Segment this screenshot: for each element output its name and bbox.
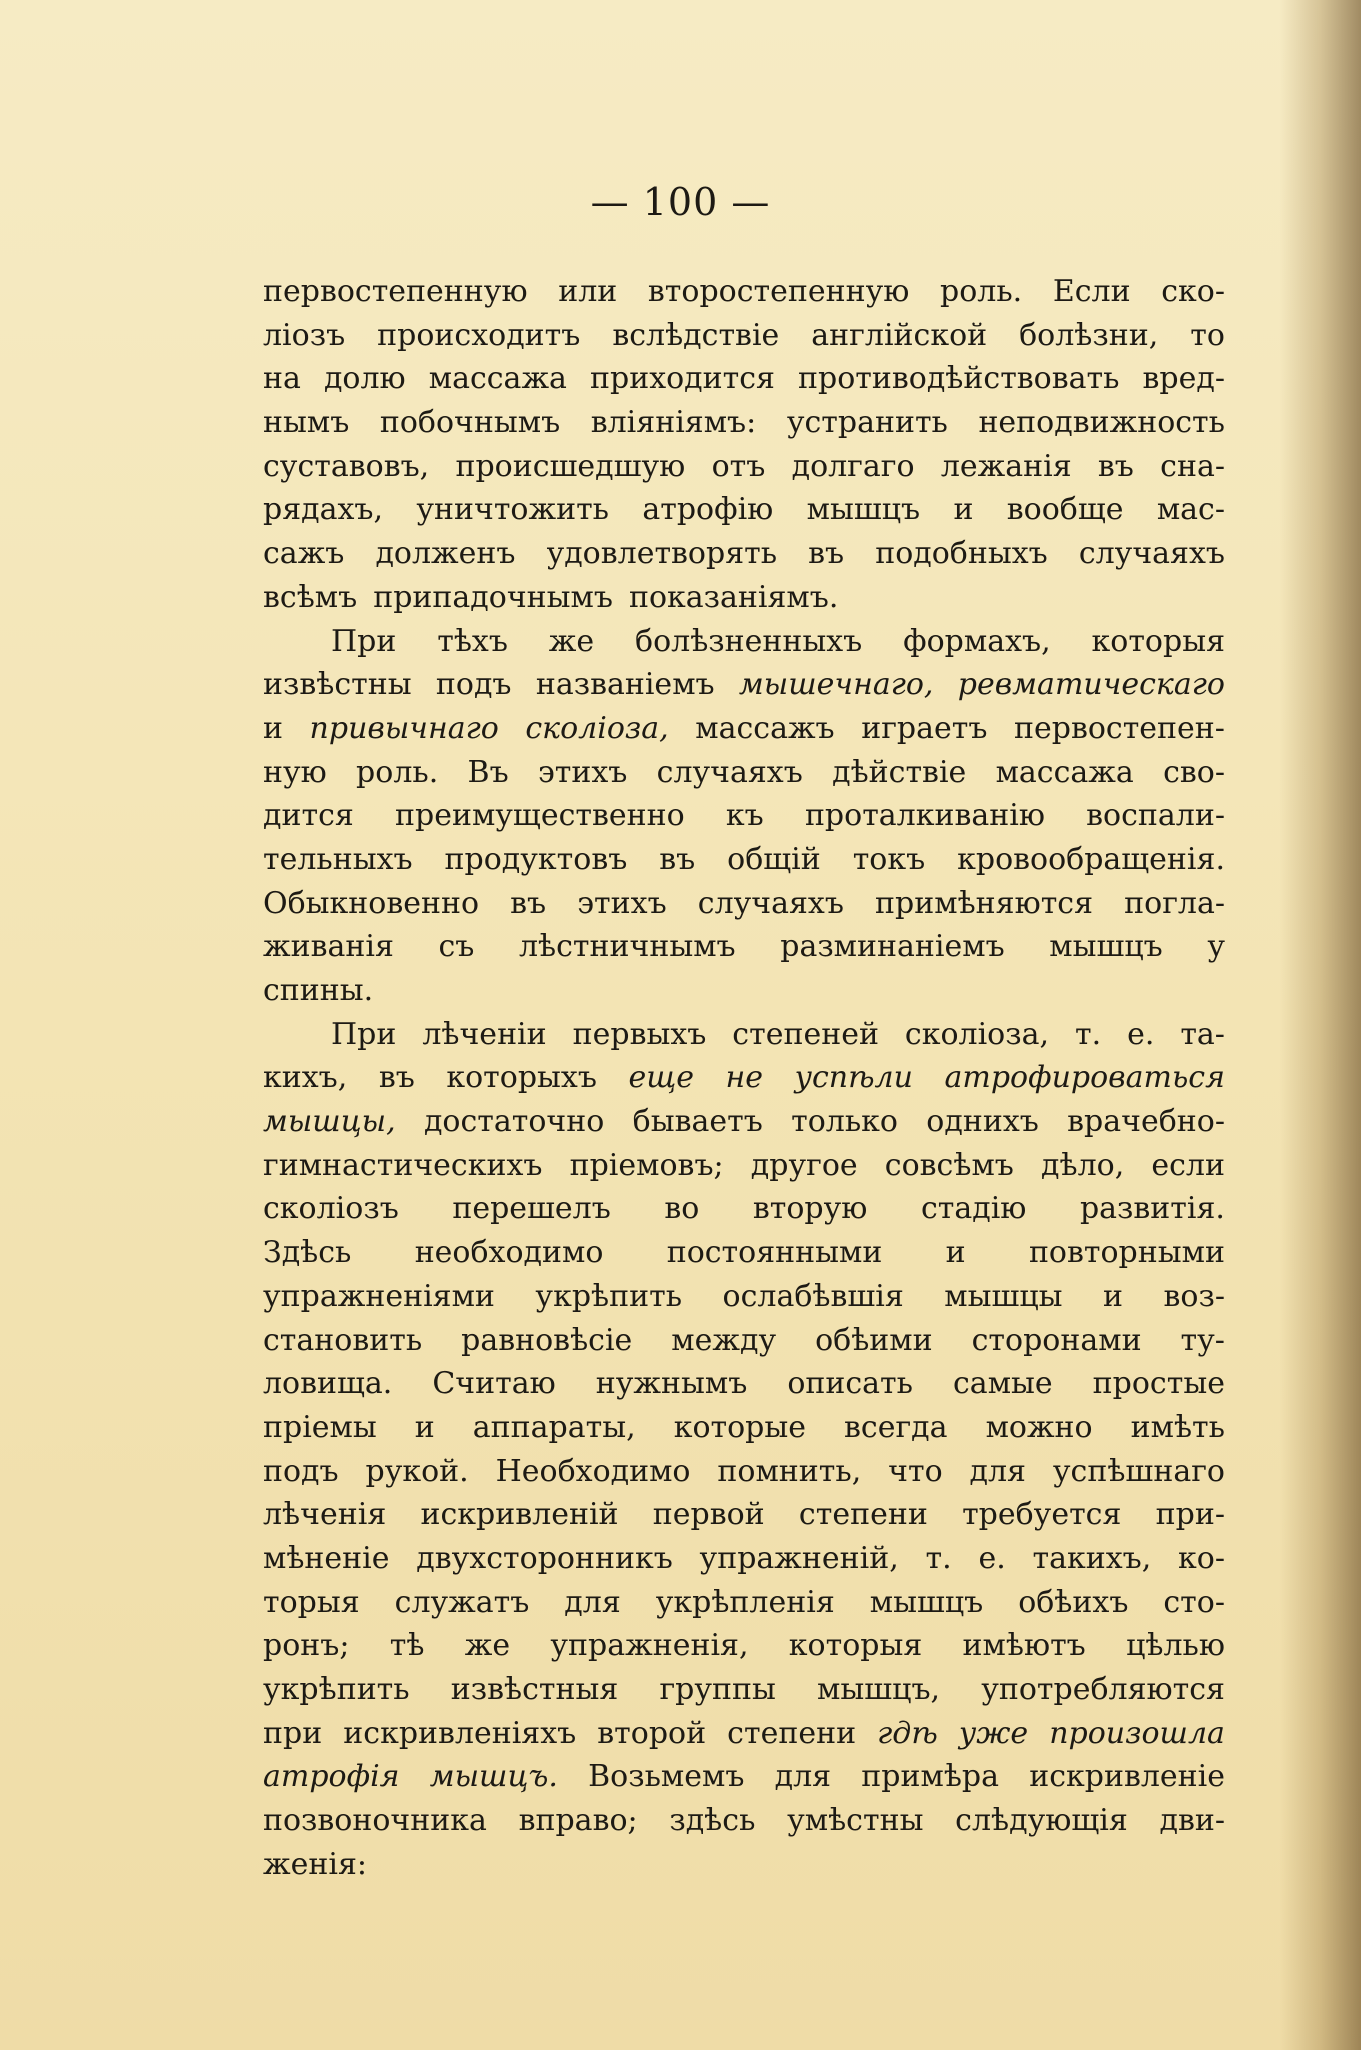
word: удовлетворять bbox=[546, 536, 778, 572]
word: при- bbox=[1155, 1497, 1225, 1533]
word: употребляются bbox=[981, 1672, 1225, 1707]
word: мѣненіе bbox=[263, 1540, 390, 1576]
word: нужнымъ bbox=[595, 1366, 748, 1402]
word: е. bbox=[978, 1540, 1006, 1576]
word: уничтожить bbox=[416, 492, 610, 528]
word: болѣзни, bbox=[1019, 317, 1159, 353]
word: упражненіями bbox=[263, 1278, 495, 1314]
word: или bbox=[558, 274, 618, 309]
word: вслѣдствіе bbox=[612, 317, 780, 353]
word: сколіозъ bbox=[263, 1191, 399, 1227]
word: степени bbox=[798, 1497, 928, 1533]
word: сна- bbox=[1160, 448, 1225, 484]
word: Необходимо bbox=[495, 1453, 691, 1489]
text-line bbox=[263, 1537, 1225, 1581]
word: требуется bbox=[962, 1497, 1122, 1533]
text-line bbox=[263, 445, 1225, 489]
word: При bbox=[331, 623, 397, 659]
word: самые bbox=[953, 1366, 1053, 1402]
word: и bbox=[945, 1235, 966, 1271]
word: степеней bbox=[732, 1016, 879, 1052]
word: укрѣпленія bbox=[655, 1584, 835, 1620]
word: въ bbox=[659, 841, 696, 877]
word: искривленіяхъ bbox=[343, 1715, 577, 1751]
word: дится bbox=[263, 798, 354, 834]
word: нымъ bbox=[263, 405, 350, 441]
word: имѣютъ bbox=[962, 1628, 1086, 1664]
word: всегда bbox=[844, 1409, 948, 1445]
text-line bbox=[263, 794, 1225, 838]
word: долгаго bbox=[791, 448, 915, 484]
word: и bbox=[263, 710, 283, 746]
word: для bbox=[969, 1453, 1026, 1489]
word: повторными bbox=[1028, 1235, 1225, 1271]
word: подъ bbox=[263, 1453, 339, 1489]
word: что bbox=[888, 1453, 943, 1489]
text-line bbox=[263, 663, 1225, 707]
word: только bbox=[791, 1104, 898, 1140]
word: лежанія bbox=[940, 448, 1072, 484]
word: можно bbox=[985, 1409, 1093, 1445]
word: обѣими bbox=[815, 1322, 933, 1358]
word: дѣйствіе bbox=[832, 754, 967, 790]
word: достаточно bbox=[423, 1104, 605, 1140]
word: вторую bbox=[752, 1191, 868, 1227]
text-line bbox=[263, 1450, 1225, 1494]
word: разминаніемъ bbox=[780, 929, 1005, 965]
word: которыя bbox=[788, 1628, 923, 1664]
text-line bbox=[263, 1843, 1225, 1887]
word: проталкиванію bbox=[804, 798, 1045, 834]
word: которые bbox=[673, 1409, 806, 1445]
word: искривленій bbox=[420, 1497, 619, 1533]
text-line bbox=[263, 838, 1225, 882]
body-text bbox=[263, 270, 1225, 1886]
word: приходится bbox=[590, 361, 775, 397]
word: описать bbox=[787, 1366, 913, 1402]
text-line bbox=[263, 1362, 1225, 1406]
word: вообще bbox=[1006, 492, 1124, 528]
word: происходитъ bbox=[377, 317, 581, 353]
word: слѣдующія bbox=[955, 1803, 1128, 1839]
text-line bbox=[263, 620, 1225, 664]
word: англійской bbox=[811, 317, 988, 353]
text-line bbox=[263, 1581, 1225, 1625]
word: обѣихъ bbox=[1018, 1584, 1129, 1620]
word: мышцъ bbox=[806, 492, 921, 528]
word: врачебно- bbox=[1067, 1104, 1225, 1140]
word: такихъ, bbox=[1032, 1540, 1152, 1576]
word: Здѣсь bbox=[263, 1235, 352, 1271]
word: искривленіе bbox=[1029, 1759, 1225, 1795]
word: вправо; bbox=[518, 1803, 638, 1839]
word: ко- bbox=[1178, 1540, 1225, 1576]
page-number: — 100 — bbox=[590, 180, 771, 224]
word: бываетъ bbox=[632, 1104, 763, 1140]
word: сто- bbox=[1163, 1584, 1225, 1620]
word: общій bbox=[727, 841, 821, 877]
word: успѣли bbox=[794, 1060, 913, 1096]
text-line bbox=[263, 1231, 1225, 1275]
word: атрофію bbox=[642, 492, 774, 528]
word: показаніямъ. bbox=[628, 579, 839, 615]
word: необходимо bbox=[414, 1235, 604, 1271]
text-line bbox=[263, 1275, 1225, 1319]
text-line bbox=[263, 357, 1225, 401]
text-line bbox=[263, 1668, 1225, 1712]
word: устранить bbox=[786, 405, 948, 441]
word: у bbox=[1207, 929, 1225, 965]
word: подобныхъ bbox=[875, 536, 1048, 572]
word: и bbox=[953, 492, 974, 528]
word: ную bbox=[263, 754, 327, 790]
word: долю bbox=[323, 361, 406, 397]
text-line bbox=[263, 751, 1225, 795]
word: кихъ, bbox=[263, 1060, 348, 1096]
word: тѣхъ bbox=[437, 623, 508, 659]
word: къ bbox=[725, 798, 764, 834]
word: двухсторонникъ bbox=[416, 1540, 673, 1576]
word: преимущественно bbox=[395, 798, 685, 834]
word: позвоночника bbox=[263, 1803, 487, 1839]
word: названіемъ bbox=[535, 667, 715, 703]
word: аппараты, bbox=[472, 1409, 636, 1445]
word: продуктовъ bbox=[444, 841, 628, 877]
word: ревматическаго bbox=[957, 667, 1225, 703]
word: При bbox=[331, 1016, 397, 1052]
word: воз- bbox=[1163, 1278, 1225, 1314]
text-line bbox=[263, 1144, 1225, 1188]
word: сво- bbox=[1163, 754, 1225, 790]
word: для bbox=[564, 1584, 621, 1620]
word: случаяхъ bbox=[656, 754, 803, 790]
word: воспали- bbox=[1086, 798, 1225, 834]
word: съ bbox=[438, 929, 475, 965]
word: въ bbox=[510, 885, 547, 921]
word: женія: bbox=[263, 1846, 367, 1882]
word: пріемы bbox=[263, 1409, 377, 1445]
word: мышечнаго, bbox=[738, 667, 934, 703]
word: и bbox=[1103, 1278, 1124, 1314]
word: же bbox=[548, 623, 595, 659]
word: Обыкновенно bbox=[263, 885, 480, 921]
text-line bbox=[263, 401, 1225, 445]
word: торыя bbox=[263, 1584, 360, 1620]
word: становить bbox=[263, 1322, 423, 1358]
word: успѣшнаго bbox=[1052, 1453, 1225, 1489]
word: мышцъ bbox=[1049, 929, 1163, 965]
word: имѣть bbox=[1130, 1409, 1225, 1445]
word: первостепенную bbox=[263, 274, 528, 309]
word: мышцъ bbox=[869, 1584, 984, 1620]
word: произошла bbox=[1049, 1715, 1225, 1751]
text-line bbox=[263, 969, 1225, 1013]
word: долженъ bbox=[375, 536, 516, 572]
word: та- bbox=[1180, 1016, 1225, 1052]
word: умѣстны bbox=[787, 1803, 924, 1839]
word: привычнаго bbox=[309, 710, 499, 746]
text-line bbox=[263, 1712, 1225, 1756]
text-line bbox=[263, 882, 1225, 926]
word: дви- bbox=[1159, 1803, 1225, 1839]
text-line bbox=[263, 1406, 1225, 1450]
word: укрѣпить bbox=[263, 1672, 410, 1707]
word: массажъ bbox=[695, 710, 835, 746]
word: упражненій, bbox=[699, 1540, 899, 1576]
word: пріемовъ; bbox=[569, 1147, 724, 1183]
word: отъ bbox=[711, 448, 766, 484]
word: для bbox=[774, 1759, 832, 1795]
word: упражненія, bbox=[550, 1628, 749, 1664]
word: ловища. bbox=[263, 1366, 393, 1402]
word: извѣстны bbox=[263, 667, 412, 703]
word: другое bbox=[750, 1147, 858, 1183]
text-line bbox=[263, 1755, 1225, 1799]
word: формахъ, bbox=[903, 623, 1051, 659]
word: примѣра bbox=[861, 1759, 1000, 1795]
word: ско- bbox=[1161, 274, 1225, 309]
word: дѣло, bbox=[1041, 1147, 1125, 1183]
word: массажа bbox=[428, 361, 567, 397]
word: во bbox=[664, 1191, 700, 1227]
word: на bbox=[263, 361, 301, 397]
word: примѣняются bbox=[875, 885, 1094, 921]
word: постоянными bbox=[666, 1235, 883, 1271]
word: рядахъ, bbox=[263, 492, 384, 528]
word: атрофироваться bbox=[944, 1060, 1225, 1096]
text-line bbox=[263, 1624, 1225, 1668]
word: мышцъ, bbox=[817, 1672, 941, 1707]
word: то bbox=[1190, 317, 1225, 353]
word: противодѣйствовать bbox=[798, 361, 1120, 397]
word: массажа bbox=[995, 754, 1134, 790]
word: Если bbox=[1052, 274, 1131, 309]
text-line bbox=[263, 707, 1225, 751]
text-line bbox=[263, 532, 1225, 576]
word: первой bbox=[652, 1497, 765, 1533]
text-line bbox=[263, 1319, 1225, 1363]
word: играетъ bbox=[861, 710, 988, 746]
word: побочнымъ bbox=[379, 405, 561, 441]
word: въ bbox=[378, 1060, 415, 1096]
word: болѣзненныхъ bbox=[635, 623, 863, 659]
text-line bbox=[263, 270, 1225, 314]
text-line bbox=[263, 1056, 1225, 1100]
word: Въ bbox=[467, 754, 509, 790]
word: живанія bbox=[263, 929, 394, 965]
word: случаяхъ bbox=[1078, 536, 1225, 572]
word: суставовъ, bbox=[263, 448, 430, 484]
word: стадію bbox=[920, 1191, 1027, 1227]
word: рукой. bbox=[365, 1453, 469, 1489]
word: которыя bbox=[1091, 623, 1225, 659]
word: степени bbox=[727, 1715, 857, 1751]
word: между bbox=[671, 1322, 777, 1358]
text-line bbox=[263, 1799, 1225, 1843]
word: гдѣ bbox=[877, 1715, 938, 1751]
word: вред- bbox=[1142, 361, 1225, 397]
word: извѣстныя bbox=[450, 1672, 619, 1707]
word: ту- bbox=[1180, 1322, 1225, 1358]
word: лѣченіи bbox=[422, 1016, 547, 1052]
word: однихъ bbox=[926, 1104, 1039, 1140]
word: тѣ bbox=[389, 1628, 425, 1664]
word: сколіоза, bbox=[525, 710, 669, 746]
word: сторонами bbox=[971, 1322, 1142, 1358]
word: атрофія bbox=[263, 1759, 400, 1795]
word: припадочнымъ bbox=[373, 579, 613, 615]
word: лѣченія bbox=[263, 1497, 387, 1533]
word: происшедшую bbox=[455, 448, 686, 484]
word: второстепенную bbox=[647, 274, 910, 309]
text-line bbox=[263, 1493, 1225, 1537]
word: неподвижность bbox=[978, 405, 1225, 441]
word: т. bbox=[1074, 1016, 1102, 1052]
word: не bbox=[725, 1060, 764, 1096]
word: которыхъ bbox=[446, 1060, 597, 1096]
text-line bbox=[263, 488, 1225, 532]
word: цѣлью bbox=[1126, 1628, 1225, 1664]
word: въ bbox=[808, 536, 845, 572]
word: же bbox=[464, 1628, 511, 1664]
word: мышцъ. bbox=[429, 1759, 558, 1795]
word: ліозъ bbox=[263, 317, 346, 353]
text-line bbox=[263, 314, 1225, 358]
word: мышцы, bbox=[263, 1104, 396, 1140]
word: вліяніямъ: bbox=[590, 405, 757, 441]
word: роль. bbox=[940, 274, 1023, 309]
text-line bbox=[263, 1100, 1225, 1144]
word: этихъ bbox=[537, 754, 628, 790]
word: подъ bbox=[435, 667, 512, 703]
text-line bbox=[263, 576, 1225, 620]
word: при bbox=[263, 1715, 323, 1751]
word: этихъ bbox=[577, 885, 667, 921]
word: токъ bbox=[852, 841, 926, 877]
word: равновѣсіе bbox=[461, 1322, 633, 1358]
word: развитія. bbox=[1079, 1191, 1225, 1227]
text-line bbox=[263, 925, 1225, 969]
word: укрѣпить bbox=[535, 1278, 683, 1314]
word: случаяхъ bbox=[697, 885, 844, 921]
word: мышцы bbox=[944, 1278, 1063, 1314]
text-line bbox=[263, 1013, 1225, 1057]
word: кровообращенія. bbox=[957, 841, 1225, 877]
word: сажъ bbox=[263, 536, 345, 572]
word: уже bbox=[958, 1715, 1029, 1751]
word: перешелъ bbox=[452, 1191, 611, 1227]
word: въ bbox=[1097, 448, 1134, 484]
text-line bbox=[263, 1187, 1225, 1231]
word: гимнастическихъ bbox=[263, 1147, 543, 1183]
word: ослабѣвшія bbox=[722, 1278, 904, 1314]
word: первостепен- bbox=[1014, 710, 1225, 746]
word: е. bbox=[1127, 1016, 1155, 1052]
word: Считаю bbox=[432, 1366, 556, 1402]
word: еще bbox=[628, 1060, 694, 1096]
word: лѣстничнымъ bbox=[518, 929, 736, 965]
word: второй bbox=[597, 1715, 707, 1751]
word: сколіоза, bbox=[904, 1016, 1050, 1052]
word: здѣсь bbox=[669, 1803, 756, 1839]
word: и bbox=[414, 1409, 435, 1445]
word: тельныхъ bbox=[263, 841, 413, 877]
word: служатъ bbox=[394, 1584, 530, 1620]
word: всѣмъ bbox=[263, 579, 358, 615]
word: если bbox=[1151, 1147, 1225, 1183]
word: ронъ; bbox=[263, 1628, 350, 1664]
word: простые bbox=[1092, 1366, 1225, 1402]
word: помнить, bbox=[717, 1453, 862, 1489]
word: спины. bbox=[263, 973, 374, 1008]
word: совсѣмъ bbox=[884, 1147, 1014, 1183]
word: первыхъ bbox=[572, 1016, 707, 1052]
word: группы bbox=[659, 1672, 776, 1707]
word: т. bbox=[925, 1540, 952, 1576]
word: мас- bbox=[1156, 492, 1225, 528]
word: Возьмемъ bbox=[588, 1759, 745, 1795]
word: роль. bbox=[356, 754, 439, 790]
word: погла- bbox=[1124, 885, 1225, 921]
